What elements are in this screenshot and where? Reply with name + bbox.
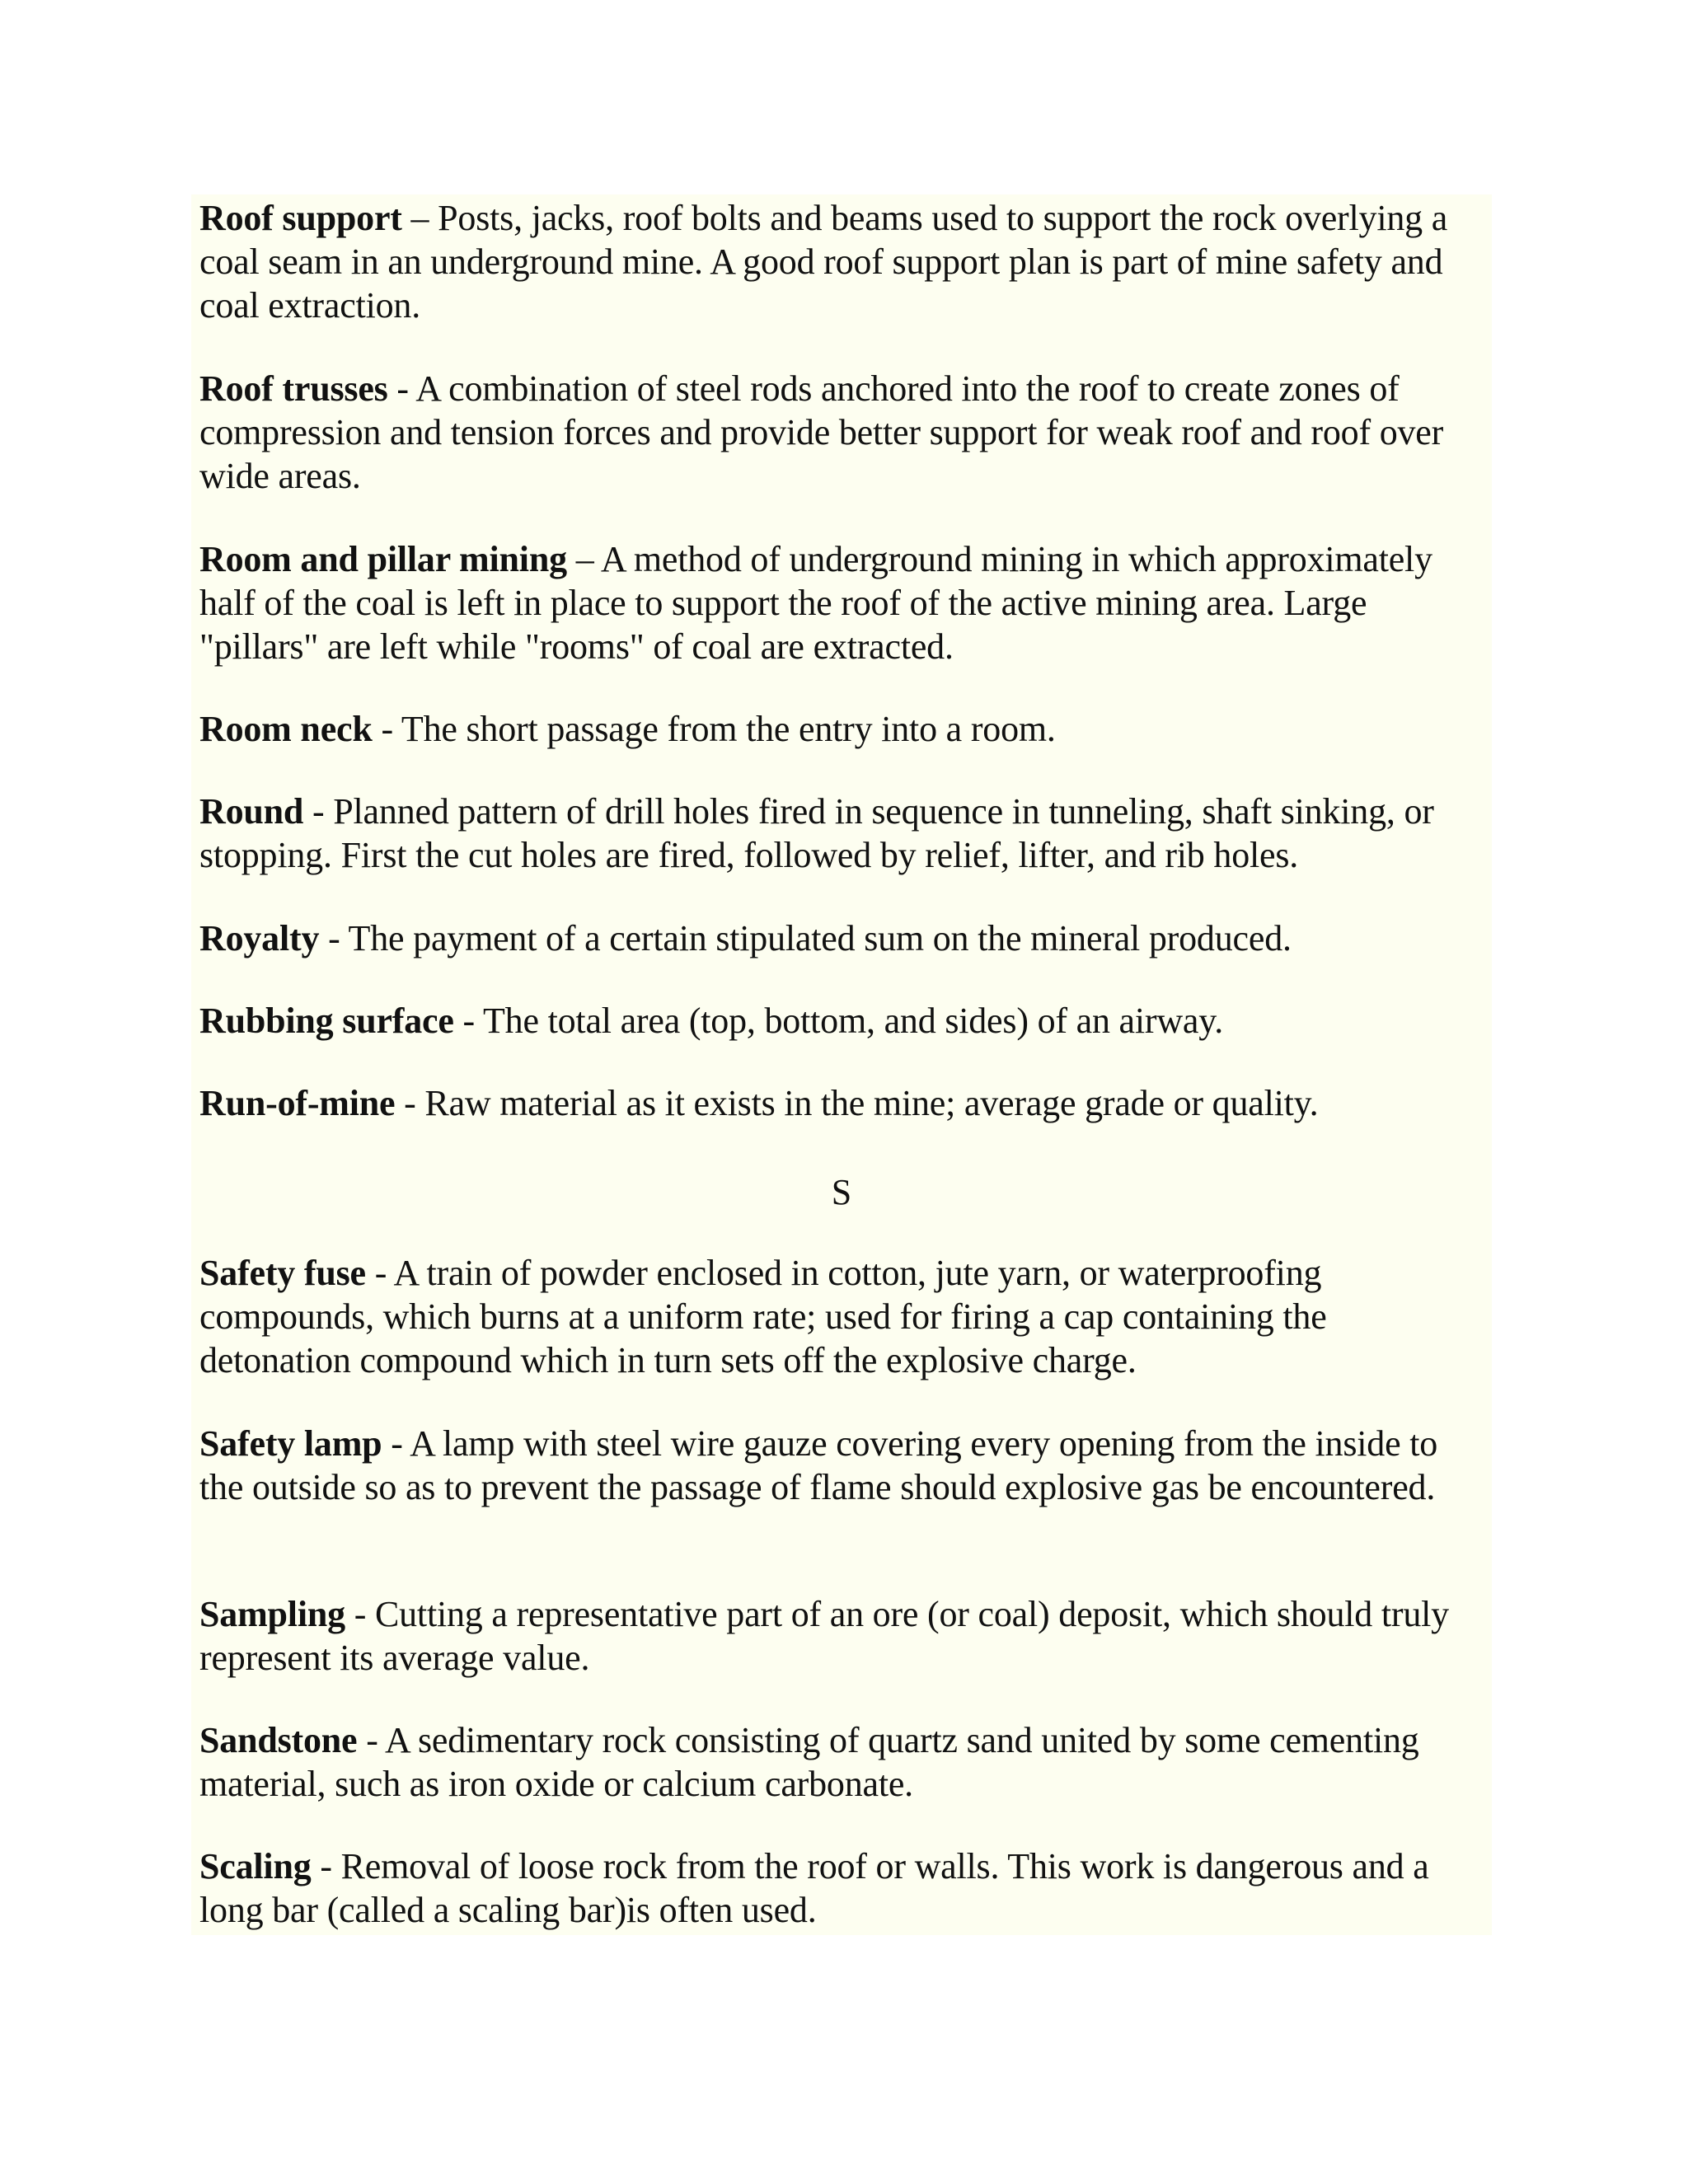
glossary-term: Safety fuse: [199, 1253, 366, 1293]
section-letter-heading: S: [831, 1172, 852, 1212]
glossary-entry-sampling: [199, 1592, 1485, 1680]
glossary-definition: A method of underground mining in which approximately half of the coal is left in place to support the roof of the active mining area. Large "pillars" are left while "rooms" of coal are extracted.: [199, 539, 1432, 667]
glossary-term: Roof support: [199, 198, 402, 238]
term-separator: -: [319, 918, 349, 958]
term-separator: -: [372, 709, 401, 749]
glossary-entry-room-neck: [199, 707, 1485, 751]
glossary-term: Safety lamp: [199, 1423, 382, 1464]
glossary-term: Sampling: [199, 1594, 345, 1634]
glossary-entry-roof-trusses: [199, 367, 1485, 498]
glossary-entry-safety-fuse: [199, 1251, 1485, 1382]
glossary-term: Scaling: [199, 1846, 312, 1886]
glossary-entry-safety-lamp: [199, 1422, 1485, 1509]
glossary-definition: Cutting a representative part of an ore (or coal) deposit, which should truly represent its average value.: [199, 1594, 1449, 1678]
glossary-definition: The payment of a certain stipulated sum on the mineral produced.: [348, 918, 1292, 958]
term-separator: -: [382, 1423, 410, 1464]
term-separator: -: [387, 368, 416, 409]
glossary-term: Round: [199, 791, 304, 832]
term-separator: -: [303, 791, 334, 832]
glossary-term: Room and pillar mining: [199, 539, 567, 579]
glossary-definition: A combination of steel rods anchored into the roof to create zones of compression and tension forces and provide better support for weak roof and roof over wide areas.: [199, 368, 1444, 496]
glossary-definition: A train of powder enclosed in cotton, jute yarn, or waterproofing compounds, which burns at a uniform rate; used for firing a cap containing the detonation compound which in turn sets off the explosive charge.: [199, 1253, 1327, 1380]
glossary-entry-roof-support: [199, 196, 1485, 327]
glossary-definition: Planned pattern of drill holes fired in sequence in tunneling, shaft sinking, or stopping. First the cut holes are fired, followed by relief, lifter, and rib holes.: [199, 791, 1434, 875]
glossary-definition: A lamp with steel wire gauze covering every opening from the inside to the outside so as to prevent the passage of flame should explosive gas be encountered.: [199, 1423, 1438, 1507]
glossary-entry-scaling: [199, 1844, 1485, 1932]
glossary-term: Run-of-mine: [199, 1083, 396, 1123]
glossary-entry-run-of-mine: [199, 1081, 1485, 1125]
glossary-entry-room-and-pillar-mining: [199, 537, 1485, 668]
glossary-definition: Removal of loose rock from the roof or walls. This work is dangerous and a long bar (called a scaling bar)is often used.: [199, 1846, 1429, 1930]
glossary-entry-round: [199, 790, 1485, 877]
term-separator: –: [401, 198, 438, 238]
glossary-definition: A sedimentary rock consisting of quartz sand united by some cementing material, such as iron oxide or calcium carbonate.: [199, 1720, 1419, 1804]
term-separator: -: [345, 1594, 375, 1634]
glossary-definition: The total area (top, bottom, and sides) of an airway.: [482, 1001, 1224, 1041]
term-separator: -: [365, 1253, 394, 1293]
term-separator: -: [357, 1720, 386, 1760]
glossary-entry-rubbing-surface: [199, 999, 1485, 1043]
term-separator: -: [311, 1846, 341, 1886]
glossary-definition: Posts, jacks, roof bolts and beams used to support the rock overlying a coal seam in an underground mine. A good roof support plan is part of mine safety and coal extraction.: [199, 198, 1448, 326]
term-separator: –: [566, 539, 601, 579]
glossary-term: Rubbing surface: [199, 1001, 454, 1041]
glossary-term: Room neck: [199, 709, 373, 749]
glossary-term: Sandstone: [199, 1720, 358, 1760]
glossary-term: Roof trusses: [199, 368, 388, 409]
term-separator: -: [395, 1083, 425, 1123]
glossary-term: Royalty: [199, 918, 320, 958]
glossary-definition: Raw material as it exists in the mine; average grade or quality.: [424, 1083, 1319, 1123]
glossary-entry-royalty: [199, 916, 1485, 960]
term-separator: -: [453, 1001, 483, 1041]
glossary-definition: The short passage from the entry into a room.: [401, 709, 1056, 749]
glossary-entry-sandstone: [199, 1718, 1485, 1806]
